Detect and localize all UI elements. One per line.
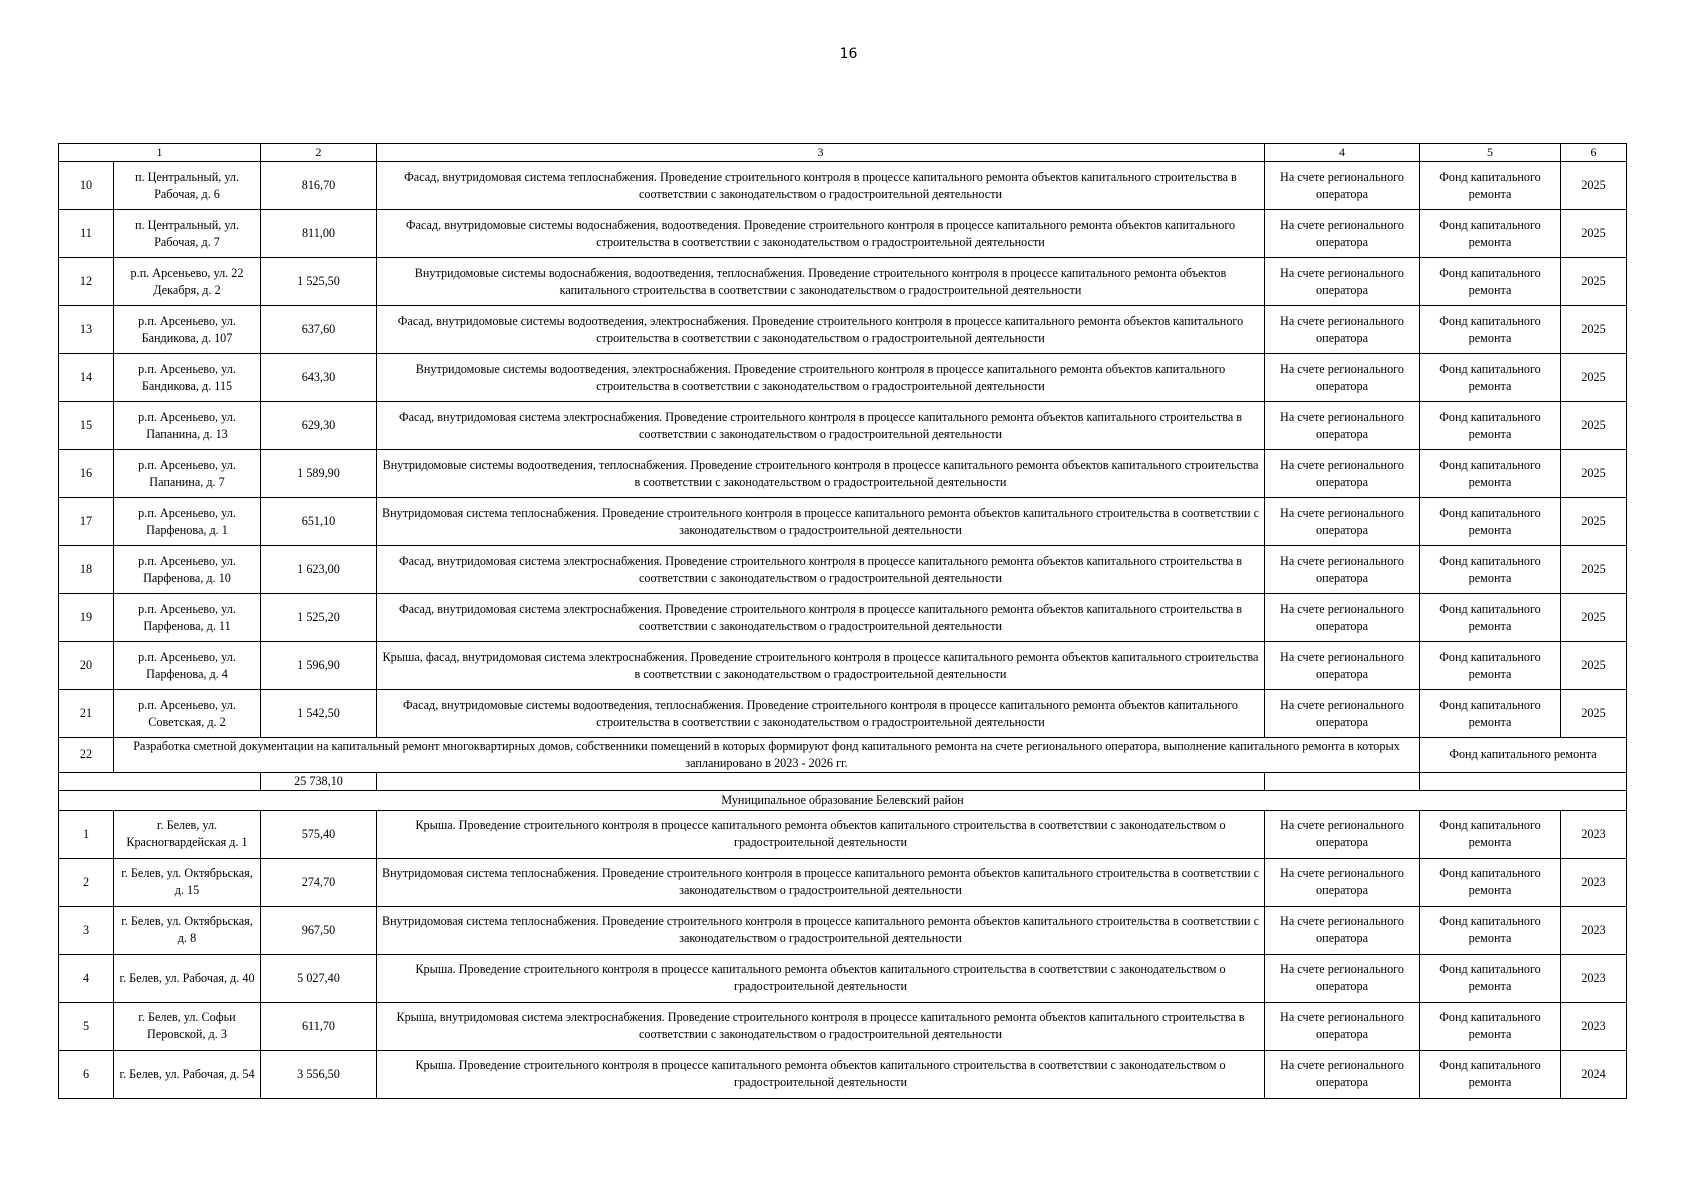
year-cell: 2023 xyxy=(1561,858,1627,906)
row-number: 5 xyxy=(59,1002,114,1050)
year-cell: 2025 xyxy=(1561,642,1627,690)
works-cell: Крыша. Проведение строительного контроля в процессе капитального ремонта объектов капитального строительства в соответствии с законодательством о градостроительной деятельности xyxy=(377,1050,1265,1098)
table-row xyxy=(59,546,1627,594)
works-cell: Фасад, внутридомовая система электроснабжения. Проведение строительного контроля в процессе капитального ремонта объектов капитального строительства в соответствии с законодательством о градостроительной деятельности xyxy=(377,546,1265,594)
address-cell: р.п. Арсеньево, ул. Папанина, д. 7 xyxy=(114,450,261,498)
works-cell: Фасад, внутридомовая система теплоснабжения. Проведение строительного контроля в процессе капитального ремонта объектов капитального строительства в соответствии с законодательством о градостроительной деятельности xyxy=(377,162,1265,210)
header-col-3: 3 xyxy=(377,144,1265,162)
row-number: 12 xyxy=(59,258,114,306)
area-cell: 1 623,00 xyxy=(261,546,377,594)
row-number: 4 xyxy=(59,954,114,1002)
total-label-cell xyxy=(59,772,261,790)
address-cell: г. Белев, ул. Рабочая, д. 40 xyxy=(114,954,261,1002)
year-cell: 2023 xyxy=(1561,906,1627,954)
fund-cell: Фонд капитального ремонта xyxy=(1420,450,1561,498)
header-row xyxy=(59,144,1627,162)
works-cell: Фасад, внутридомовая система электроснабжения. Проведение строительного контроля в процессе капитального ремонта объектов капитального строительства в соответствии с законодательством о градостроительной деятельности xyxy=(377,402,1265,450)
table-row xyxy=(59,594,1627,642)
area-cell: 811,00 xyxy=(261,210,377,258)
account-cell: На счете регионального оператора xyxy=(1265,1050,1420,1098)
header-col-1: 1 xyxy=(59,144,261,162)
account-cell: На счете регионального оператора xyxy=(1265,258,1420,306)
fund-cell: Фонд капитального ремонта xyxy=(1420,402,1561,450)
area-cell: 967,50 xyxy=(261,906,377,954)
rows-arsenevo xyxy=(59,162,1627,738)
row-22-number: 22 xyxy=(59,738,114,773)
address-cell: р.п. Арсеньево, ул. Парфенова, д. 11 xyxy=(114,594,261,642)
area-cell: 629,30 xyxy=(261,402,377,450)
works-cell: Внутридомовая система теплоснабжения. Проведение строительного контроля в процессе капитального ремонта объектов капитального строительства в соответствии с законодательством о градостроительной деятельности xyxy=(377,498,1265,546)
address-cell: р.п. Арсеньево, ул. Советская, д. 2 xyxy=(114,690,261,738)
row-number: 18 xyxy=(59,546,114,594)
table-row xyxy=(59,954,1627,1002)
area-cell: 1 589,90 xyxy=(261,450,377,498)
header-col-6: 6 xyxy=(1561,144,1627,162)
total-empty-4 xyxy=(1265,772,1420,790)
fund-cell: Фонд капитального ремонта xyxy=(1420,906,1561,954)
address-cell: р.п. Арсеньево, ул. Парфенова, д. 4 xyxy=(114,642,261,690)
table-row xyxy=(59,258,1627,306)
works-cell: Крыша. Проведение строительного контроля в процессе капитального ремонта объектов капитального строительства в соответствии с законодательством о градостроительной деятельности xyxy=(377,954,1265,1002)
fund-cell: Фонд капитального ремонта xyxy=(1420,690,1561,738)
table-row xyxy=(59,810,1627,858)
table-row xyxy=(59,450,1627,498)
area-cell: 816,70 xyxy=(261,162,377,210)
address-cell: р.п. Арсеньево, ул. Бандикова, д. 115 xyxy=(114,354,261,402)
area-cell: 611,70 xyxy=(261,1002,377,1050)
table-row xyxy=(59,642,1627,690)
total-row xyxy=(59,772,1627,790)
account-cell: На счете регионального оператора xyxy=(1265,354,1420,402)
works-cell: Крыша, фасад, внутридомовая система электроснабжения. Проведение строительного контроля в процессе капитального ремонта объектов капитального строительства в соответствии с законодательством о градостроительной деятельности xyxy=(377,642,1265,690)
address-cell: п. Центральный, ул. Рабочая, д. 6 xyxy=(114,162,261,210)
account-cell: На счете регионального оператора xyxy=(1265,210,1420,258)
table-row xyxy=(59,498,1627,546)
year-cell: 2025 xyxy=(1561,258,1627,306)
municipality-row xyxy=(59,790,1627,810)
address-cell: п. Центральный, ул. Рабочая, д. 7 xyxy=(114,210,261,258)
year-cell: 2025 xyxy=(1561,594,1627,642)
row-number: 11 xyxy=(59,210,114,258)
year-cell: 2025 xyxy=(1561,306,1627,354)
row-number: 6 xyxy=(59,1050,114,1098)
year-cell: 2025 xyxy=(1561,210,1627,258)
year-cell: 2024 xyxy=(1561,1050,1627,1098)
year-cell: 2025 xyxy=(1561,354,1627,402)
row-number: 16 xyxy=(59,450,114,498)
address-cell: р.п. Арсеньево, ул. Папанина, д. 13 xyxy=(114,402,261,450)
municipality-title: Муниципальное образование Белевский район xyxy=(59,790,1627,810)
year-cell: 2025 xyxy=(1561,402,1627,450)
fund-cell: Фонд капитального ремонта xyxy=(1420,1002,1561,1050)
year-cell: 2023 xyxy=(1561,1002,1627,1050)
area-cell: 1 525,20 xyxy=(261,594,377,642)
year-cell: 2025 xyxy=(1561,690,1627,738)
table-row xyxy=(59,402,1627,450)
fund-cell: Фонд капитального ремонта xyxy=(1420,642,1561,690)
account-cell: На счете регионального оператора xyxy=(1265,402,1420,450)
account-cell: На счете регионального оператора xyxy=(1265,1002,1420,1050)
row-22 xyxy=(59,738,1627,773)
account-cell: На счете регионального оператора xyxy=(1265,594,1420,642)
works-cell: Внутридомовая система теплоснабжения. Проведение строительного контроля в процессе капитального ремонта объектов капитального строительства в соответствии с законодательством о градостроительной деятельности xyxy=(377,906,1265,954)
account-cell: На счете регионального оператора xyxy=(1265,306,1420,354)
row-number: 3 xyxy=(59,906,114,954)
capital-repair-table xyxy=(58,143,1627,1099)
works-cell: Фасад, внутридомовая система электроснабжения. Проведение строительного контроля в процессе капитального ремонта объектов капитального строительства в соответствии с законодательством о градостроительной деятельности xyxy=(377,594,1265,642)
row-number: 1 xyxy=(59,810,114,858)
works-cell: Фасад, внутридомовые системы водоснабжения, водоотведения. Проведение строительного контроля в процессе капитального ремонта объектов капитального строительства в соответствии с законодательством о градостроительной деятельности xyxy=(377,210,1265,258)
row-22-description: Разработка сметной документации на капитальный ремонт многоквартирных домов, собственники помещений в которых формируют фонд капитального ремонта на счете регионального оператора, выполнение капитального ремонта в которых запланировано в 2023 - 2026 гг. xyxy=(114,738,1420,773)
rows-belev xyxy=(59,810,1627,1098)
page-number: 16 xyxy=(839,46,858,62)
fund-cell: Фонд капитального ремонта xyxy=(1420,258,1561,306)
fund-cell: Фонд капитального ремонта xyxy=(1420,306,1561,354)
row-number: 14 xyxy=(59,354,114,402)
total-area: 25 738,10 xyxy=(261,772,377,790)
total-empty-3 xyxy=(377,772,1265,790)
area-cell: 3 556,50 xyxy=(261,1050,377,1098)
row-number: 21 xyxy=(59,690,114,738)
row-number: 10 xyxy=(59,162,114,210)
account-cell: На счете регионального оператора xyxy=(1265,954,1420,1002)
area-cell: 1 596,90 xyxy=(261,642,377,690)
row-number: 19 xyxy=(59,594,114,642)
account-cell: На счете регионального оператора xyxy=(1265,546,1420,594)
year-cell: 2025 xyxy=(1561,498,1627,546)
row-22-fund: Фонд капитального ремонта xyxy=(1420,738,1627,773)
fund-cell: Фонд капитального ремонта xyxy=(1420,594,1561,642)
year-cell: 2023 xyxy=(1561,954,1627,1002)
fund-cell: Фонд капитального ремонта xyxy=(1420,498,1561,546)
area-cell: 651,10 xyxy=(261,498,377,546)
total-empty-5 xyxy=(1420,772,1627,790)
fund-cell: Фонд капитального ремонта xyxy=(1420,954,1561,1002)
area-cell: 274,70 xyxy=(261,858,377,906)
area-cell: 643,30 xyxy=(261,354,377,402)
fund-cell: Фонд капитального ремонта xyxy=(1420,210,1561,258)
table-row xyxy=(59,306,1627,354)
area-cell: 1 542,50 xyxy=(261,690,377,738)
fund-cell: Фонд капитального ремонта xyxy=(1420,354,1561,402)
account-cell: На счете регионального оператора xyxy=(1265,162,1420,210)
header-col-4: 4 xyxy=(1265,144,1420,162)
year-cell: 2025 xyxy=(1561,546,1627,594)
table-row xyxy=(59,1002,1627,1050)
address-cell: г. Белев, ул. Рабочая, д. 54 xyxy=(114,1050,261,1098)
account-cell: На счете регионального оператора xyxy=(1265,498,1420,546)
account-cell: На счете регионального оператора xyxy=(1265,690,1420,738)
address-cell: г. Белев, ул. Октябрьская, д. 15 xyxy=(114,858,261,906)
row-number: 2 xyxy=(59,858,114,906)
account-cell: На счете регионального оператора xyxy=(1265,858,1420,906)
works-cell: Крыша. Проведение строительного контроля в процессе капитального ремонта объектов капитального строительства в соответствии с законодательством о градостроительной деятельности xyxy=(377,810,1265,858)
row-number: 13 xyxy=(59,306,114,354)
year-cell: 2025 xyxy=(1561,162,1627,210)
works-cell: Фасад, внутридомовые системы водоотведения, электроснабжения. Проведение строительного контроля в процессе капитального ремонта объектов капитального строительства в соответствии с законодательством о градостроительной деятельности xyxy=(377,306,1265,354)
header-col-2: 2 xyxy=(261,144,377,162)
table-row xyxy=(59,906,1627,954)
area-cell: 637,60 xyxy=(261,306,377,354)
fund-cell: Фонд капитального ремонта xyxy=(1420,858,1561,906)
table-row xyxy=(59,354,1627,402)
address-cell: р.п. Арсеньево, ул. 22 Декабря, д. 2 xyxy=(114,258,261,306)
address-cell: г. Белев, ул. Красногвардейская д. 1 xyxy=(114,810,261,858)
account-cell: На счете регионального оператора xyxy=(1265,450,1420,498)
fund-cell: Фонд капитального ремонта xyxy=(1420,810,1561,858)
address-cell: г. Белев, ул. Софьи Перовской, д. 3 xyxy=(114,1002,261,1050)
works-cell: Внутридомовые системы водоотведения, электроснабжения. Проведение строительного контроля в процессе капитального ремонта объектов капитального строительства в соответствии с законодательством о градостроительной деятельности xyxy=(377,354,1265,402)
table-row xyxy=(59,162,1627,210)
year-cell: 2023 xyxy=(1561,810,1627,858)
account-cell: На счете регионального оператора xyxy=(1265,906,1420,954)
table-row xyxy=(59,210,1627,258)
row-number: 15 xyxy=(59,402,114,450)
fund-cell: Фонд капитального ремонта xyxy=(1420,162,1561,210)
address-cell: р.п. Арсеньево, ул. Бандикова, д. 107 xyxy=(114,306,261,354)
row-number: 17 xyxy=(59,498,114,546)
table-row xyxy=(59,858,1627,906)
fund-cell: Фонд капитального ремонта xyxy=(1420,546,1561,594)
account-cell: На счете регионального оператора xyxy=(1265,810,1420,858)
row-number: 20 xyxy=(59,642,114,690)
address-cell: р.п. Арсеньево, ул. Парфенова, д. 10 xyxy=(114,546,261,594)
works-cell: Крыша, внутридомовая система электроснабжения. Проведение строительного контроля в процессе капитального ремонта объектов капитального строительства в соответствии с законодательством о градостроительной деятельности xyxy=(377,1002,1265,1050)
area-cell: 575,40 xyxy=(261,810,377,858)
works-cell: Внутридомовые системы водоснабжения, водоотведения, теплоснабжения. Проведение строительного контроля в процессе капитального ремонта объектов капитального строительства в соответствии с законодательством о градостроительной деятельности xyxy=(377,258,1265,306)
address-cell: р.п. Арсеньево, ул. Парфенова, д. 1 xyxy=(114,498,261,546)
header-col-5: 5 xyxy=(1420,144,1561,162)
area-cell: 1 525,50 xyxy=(261,258,377,306)
fund-cell: Фонд капитального ремонта xyxy=(1420,1050,1561,1098)
year-cell: 2025 xyxy=(1561,450,1627,498)
works-cell: Внутридомовая система теплоснабжения. Проведение строительного контроля в процессе капитального ремонта объектов капитального строительства в соответствии с законодательством о градостроительной деятельности xyxy=(377,858,1265,906)
address-cell: г. Белев, ул. Октябрьская, д. 8 xyxy=(114,906,261,954)
area-cell: 5 027,40 xyxy=(261,954,377,1002)
works-cell: Внутридомовые системы водоотведения, теплоснабжения. Проведение строительного контроля в процессе капитального ремонта объектов капитального строительства в соответствии с законодательством о градостроительной деятельности xyxy=(377,450,1265,498)
works-cell: Фасад, внутридомовые системы водоотведения, теплоснабжения. Проведение строительного контроля в процессе капитального ремонта объектов капитального строительства в соответствии с законодательством о градостроительной деятельности xyxy=(377,690,1265,738)
account-cell: На счете регионального оператора xyxy=(1265,642,1420,690)
table-row xyxy=(59,1050,1627,1098)
table-row xyxy=(59,690,1627,738)
